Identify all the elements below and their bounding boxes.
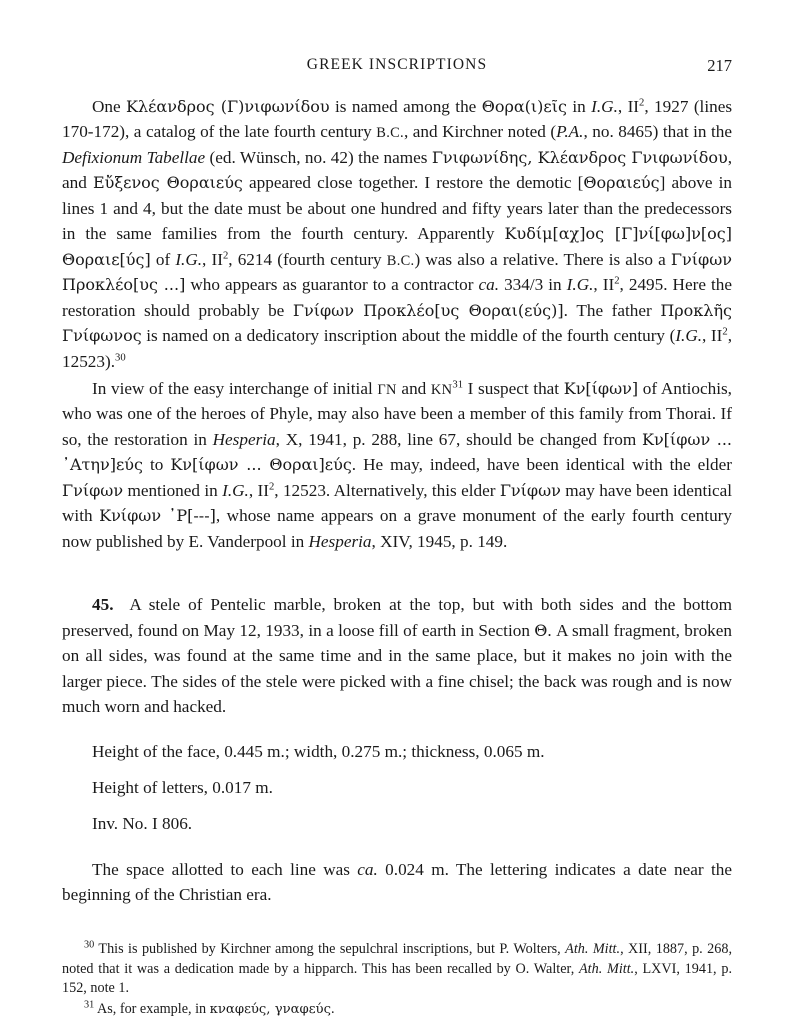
italic-run: I.G. [566,275,594,295]
superscript-run: 2 [614,275,620,287]
italic-run: I.G. [175,249,203,269]
superscript-run: 2 [268,481,275,493]
text-run: , 12523. Alternatively, this elder [274,480,500,500]
entry-45 [62,592,732,719]
paragraph-gap [62,837,732,857]
text-run: of Antiochis, who was one of the heroes of Phyle, may also have been a member of this family from Thorai. If so, the restoration in [62,378,732,449]
greek-run: Κν[ίφων ... ᾿Ατην]εύς [62,429,733,475]
measurements-gap [62,719,732,739]
smallcaps-run: ΓΝ [377,381,397,398]
greek-run: Κν[ίφων] [563,378,639,398]
paragraph-2 [62,376,732,554]
text-run: 0.024 m. The lettering indicates a date near the beginning of the Christian era. [62,859,732,905]
paragraph-3 [62,857,732,908]
italic-run: P.A. [556,122,584,142]
italic-run: Defixionum Tabellae [62,147,206,167]
text-run: of [150,249,176,269]
footnote-reference-31[interactable]: 31 [452,379,464,391]
text-run: , X, 1941, p. 288, line 67, should be changed from [275,429,642,449]
greek-run: Γνίφων Προκλέο[υς ...] [62,249,732,295]
greek-run: Γνιφωνίδης, Κλέανδρος Γνιφωνίδου [431,147,728,167]
text-run: may have been identical with [62,480,733,526]
measurement-line: Height of the face, 0.445 m.; width, 0.275 m.; thickness, 0.065 m. [92,742,545,762]
italic-run: Hesperia [212,429,276,449]
text-run: In view of the easy interchange of initial [92,378,378,398]
italic-run: ca. [357,859,378,879]
section-gap [62,554,732,592]
smallcaps-run: B.C. [386,252,415,269]
italic-run: I.G. [591,97,618,116]
superscript-run: 2 [222,249,229,261]
footnote-reference-30[interactable]: 30 [115,351,126,363]
text-run: in [566,97,592,116]
text-run: . He may, indeed, have been identical with the elder [351,455,732,475]
running-head [62,56,732,78]
greek-run: Κλέανδρος (Γ)νιφωνίδου [126,97,330,116]
text-run: , no. 8465) that in the [583,122,732,142]
text-run: is named among the [329,97,482,116]
text-run: , 6214 (fourth century [228,249,387,269]
entry-number: 45. [92,595,114,615]
text-run: to [142,455,171,475]
footnote-31 [62,1000,732,1020]
text-run: , 1927 (lines 170-172), a catalog of the late fourth century [62,97,733,142]
text-run: and [396,378,431,398]
text-run: appeared close together. I restore the demotic [ [242,173,584,193]
superscript-run: 2 [722,326,728,338]
text-run: One [92,97,127,116]
italic-run: ca. [478,275,500,295]
text-run: , II [702,326,723,346]
text-run: . A small fragment, broken on all sides, was found at the same time and in the same place, but it makes no join with the larger piece. The sides of the stele were picked with a fine chisel; the back was rough and is now much worn and hacked. [62,620,732,716]
text-run: , XII, 1887, p. 268, noted that it was a dedication made by a hipparch. This has been recalled by O. Walter, [62,940,732,977]
text-run: As, for example, in [94,1001,210,1018]
text-run: , II [202,249,223,269]
italic-run: I.G. [222,480,249,500]
text-run: , II [617,97,640,116]
greek-run: Προκλῆς Γνίφωνος [62,300,732,346]
greek-run: Γνίφων [62,480,124,500]
text-run: ) was also a relative. There is also a [414,249,671,269]
text-run: , whose name appears on a grave monument of the early fourth century now published by E. Vanderpool in [62,506,732,551]
text-run: , and [62,147,732,193]
italic-run: Ath. Mitt. [565,940,621,957]
paragraph-1 [62,94,732,374]
greek-run: Κυδίμ[αχ]ος [Γ]νί[φω]ν[ος] Θοραιε[ύς] [62,224,732,269]
text-run: , 12523). [62,326,732,371]
greek-run: κναφεύς, γναφεύς [209,1002,331,1018]
text-run: who appears as guarantor to a contractor [185,275,479,295]
text-run: . The father [563,300,661,320]
greek-run: Γνίφων [499,480,561,500]
smallcaps-run: ΚΝ [430,381,453,398]
text-run: 334/3 in [499,275,567,295]
text-run: , and Kirchner noted ( [403,122,557,142]
greek-run: Κνίφων ᾿Ρ[---] [99,506,216,526]
footnote-30 [62,940,732,1000]
italic-run: I.G. [675,326,703,346]
measurement-line: Inv. No. I 806. [92,814,193,834]
greek-run: Θορα(ι)εῖς [481,97,567,116]
text-run: ] above in lines 1 and 4, but the date must be about one hundred and fifty years later than the predecessors in the same families from the fourth century. Apparently [62,173,732,244]
text-run: is named on a dedicatory inscription about the middle of the fourth century ( [141,326,676,346]
footnotes [62,934,732,1021]
text-run: I suspect that [463,378,564,398]
greek-run: Θοραιεύς [583,173,660,193]
italic-run: Hesperia [308,531,372,551]
text-run: , XIV, 1945, p. 149. [371,531,508,551]
greek-run: Θ [534,620,548,640]
text-run: , II [248,480,269,500]
text-run: (ed. Wünsch, no. 42) the names [205,147,432,167]
text-run: . [330,1001,335,1018]
measurement-line: Height of letters, 0.017 m. [92,778,273,798]
page-number: 217 [707,56,732,75]
text-run: The space allotted to each line was [92,859,358,879]
text-run: A stele of Pentelic marble, broken at the top, but with both sides and the bottom preserved, found on May 12, 1933, in a loose fill of earth in Section [62,595,732,640]
text-run: , 2495. Here the restoration should probably be [62,275,732,320]
footnote-marker: 30 [84,938,95,950]
greek-run: Κν[ίφων ... Θοραι]εύς [170,455,352,475]
text-run: , LXVI, 1941, p. 152, note 1. [62,960,732,997]
text-run: mentioned in [123,480,223,500]
text-run: This is published by Kirchner among the sepulchral inscriptions, but P. Wolters, [94,940,566,957]
footnote-marker: 31 [84,999,95,1011]
text-run: , II [593,275,615,295]
italic-run: Ath. Mitt. [579,960,635,977]
running-title: GREEK INSCRIPTIONS [306,56,488,73]
superscript-run: 2 [639,97,645,109]
smallcaps-run: B.C. [376,125,404,142]
greek-run: Γνίφων Προκλέο[υς Θοραι(εύς)] [292,300,564,320]
greek-run: Εὔξενος Θοραιεύς [92,173,243,193]
